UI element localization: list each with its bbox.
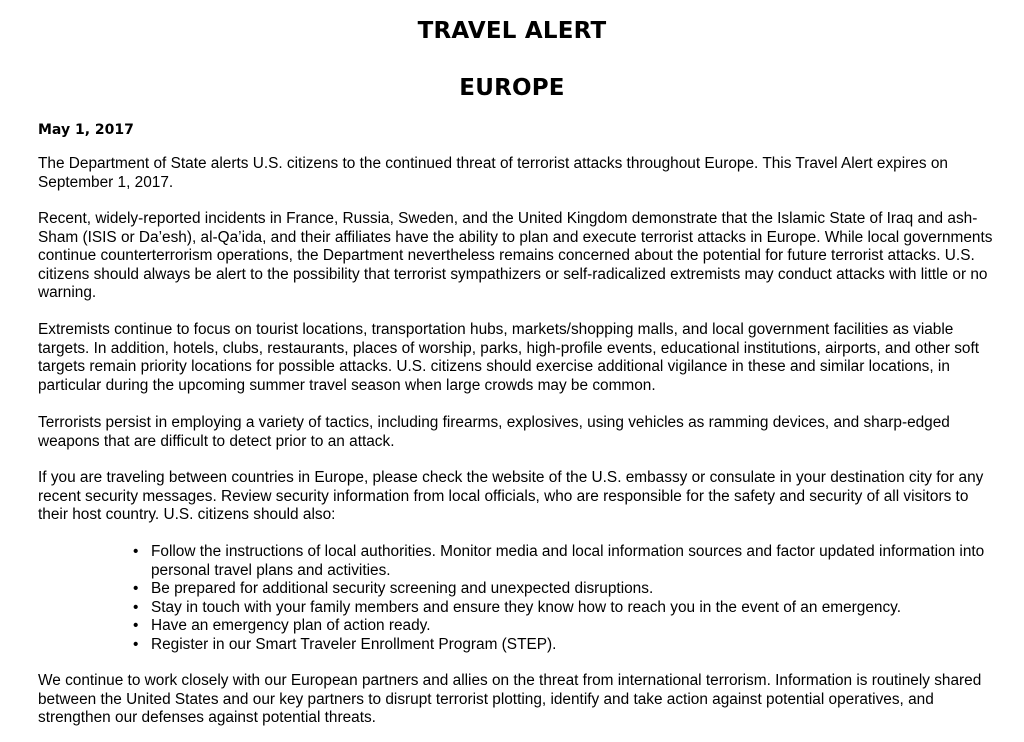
list-item: • Stay in touch with your family members and ensure they know how to reach you in the event of an emergency.	[133, 599, 993, 618]
list-item: • Follow the instructions of local authorities. Monitor media and local information sources and factor updated information into personal travel plans and activities.	[133, 543, 993, 580]
document-title: TRAVEL ALERT	[417, 18, 607, 44]
document-date: May 1, 2017	[38, 122, 134, 138]
paragraph-tactics: Terrorists persist in employing a variety of tactics, including firearms, explosives, using vehicles as ramming devices, and sharp-edged weapons that are difficult to detect prior to an attack.	[38, 414, 950, 450]
recommendations-list	[133, 543, 993, 654]
paragraph-intro: The Department of State alerts U.S. citizens to the continued threat of terrorist attacks throughout Europe. This Travel Alert expires on September 1, 2017.	[38, 155, 948, 191]
list-item: • Be prepared for additional security screening and unexpected disruptions.	[133, 580, 993, 599]
paragraph-closing: We continue to work closely with our European partners and allies on the threat from international terrorism. Information is routinely shared between the United States and our key partners to disrupt terrorist plotting, identify and take action against potential operatives, and strengthen our defenses against potential threats.	[38, 672, 982, 726]
paragraph-targets: Extremists continue to focus on tourist locations, transportation hubs, markets/shopping malls, and local government facilities as viable targets. In addition, hotels, clubs, restaurants, places of worship, parks, high-profile events, educational institutions, airports, and other soft targets remain priority locations for possible attacks. U.S. citizens should exercise additional vigilance in these and similar locations, in particular during the upcoming summer travel season when large crowds may be common.	[38, 321, 980, 394]
list-item: • Register in our Smart Traveler Enrollment Program (STEP).	[133, 636, 993, 655]
paragraph-recent-incidents: Recent, widely-reported incidents in France, Russia, Sweden, and the United Kingdom demonstrate that the Islamic State of Iraq and ash-Sham (ISIS or Da’esh), al-Qa’ida, and their affiliates have the ability to plan and execute terrorist attacks in Europe. While local governments continue counterterrorism operations, the Department nevertheless remains concerned about the potential for future terrorist attacks. U.S. citizens should always be alert to the possibility that terrorist sympathizers or self-radicalized extremists may conduct attacks with little or no warning.	[38, 210, 993, 301]
list-item: • Have an emergency plan of action ready.	[133, 617, 993, 636]
document-subtitle-region: EUROPE	[459, 75, 565, 101]
paragraph-traveling-guidance: If you are traveling between countries in Europe, please check the website of the U.S. embassy or consulate in your destination city for any recent security messages. Review security information from local officials, who are responsible for the safety and security of all visitors to their host country. U.S. citizens should also:	[38, 469, 984, 523]
